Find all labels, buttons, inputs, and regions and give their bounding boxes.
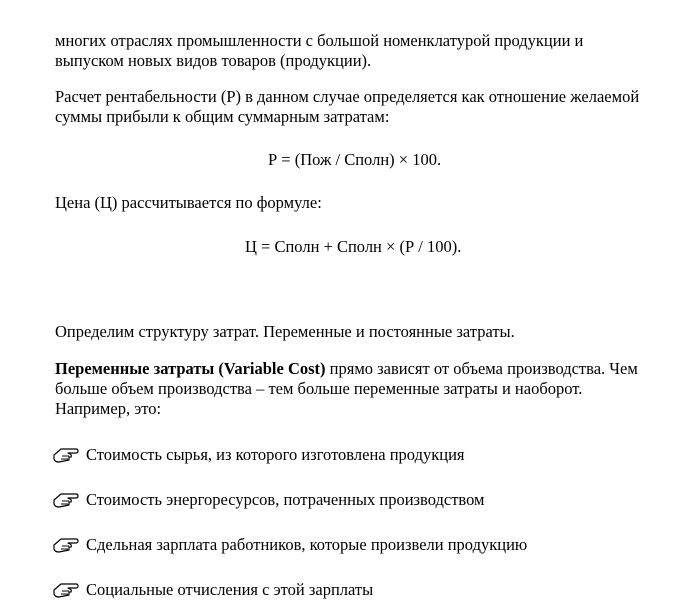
list-item bbox=[52, 444, 465, 466]
list-item bbox=[52, 579, 373, 601]
cost-structure-paragraph: Определим структуру затрат. Переменные и постоянные затраты. bbox=[55, 322, 515, 341]
list-item-text: Сдельная зарплата работников, которые произвели продукцию bbox=[86, 535, 528, 554]
variable-cost-paragraph bbox=[55, 359, 655, 419]
price-formula: Ц = Сполн + Сполн × (Р / 100). bbox=[245, 237, 462, 256]
pointing-hand-icon bbox=[52, 491, 80, 509]
intro-paragraph: многих отраслях промышленности с большой номенклатурой продукции и выпуском новых видов товаров (продукции). bbox=[55, 31, 584, 70]
list-item bbox=[52, 534, 527, 556]
variable-cost-definition: прямо зависят от объема производства. Чем больше объем производства – тем больше переменные затраты и наоборот. Например, это: bbox=[55, 359, 638, 418]
list-item bbox=[52, 489, 485, 511]
pointing-hand-icon bbox=[52, 446, 80, 464]
pointing-hand-icon bbox=[52, 536, 80, 554]
price-paragraph: Цена (Ц) рассчитывается по формуле: bbox=[55, 193, 322, 212]
profitability-formula: Р = (Пож / Сполн) × 100. bbox=[268, 150, 442, 169]
list-item-text: Социальные отчисления с этой зарплаты bbox=[86, 580, 374, 599]
list-item-text: Стоимость энергоресурсов, потраченных производством bbox=[86, 490, 485, 509]
variable-cost-term: Переменные затраты (Variable Cost) bbox=[55, 359, 326, 378]
pointing-hand-icon bbox=[52, 581, 80, 599]
profitability-paragraph: Расчет рентабельности (Р) в данном случае определяется как отношение желаемой суммы прибыли к общим суммарным затратам: bbox=[55, 87, 640, 126]
list-item-text: Стоимость сырья, из которого изготовлена продукция bbox=[86, 445, 465, 464]
